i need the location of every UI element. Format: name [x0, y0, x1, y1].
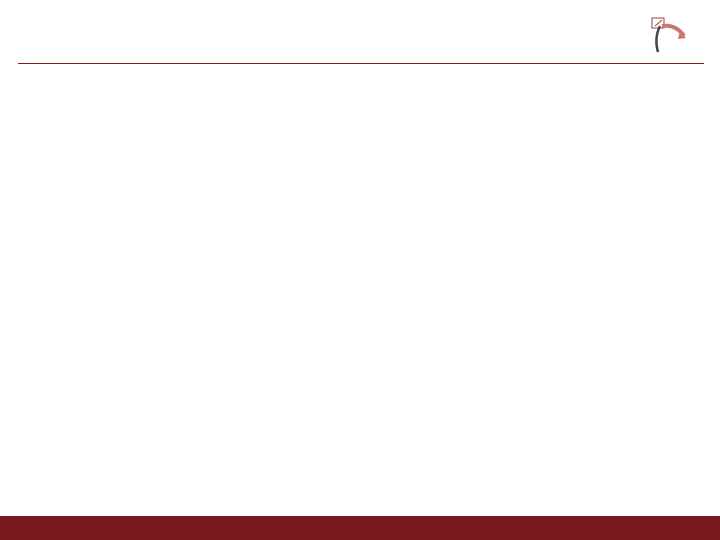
title-divider	[18, 63, 704, 64]
keylwerth-diagram	[58, 150, 658, 490]
footer-bar	[0, 516, 720, 540]
thermolignum-logo-icon	[646, 14, 692, 60]
highlight-path	[300, 316, 370, 406]
